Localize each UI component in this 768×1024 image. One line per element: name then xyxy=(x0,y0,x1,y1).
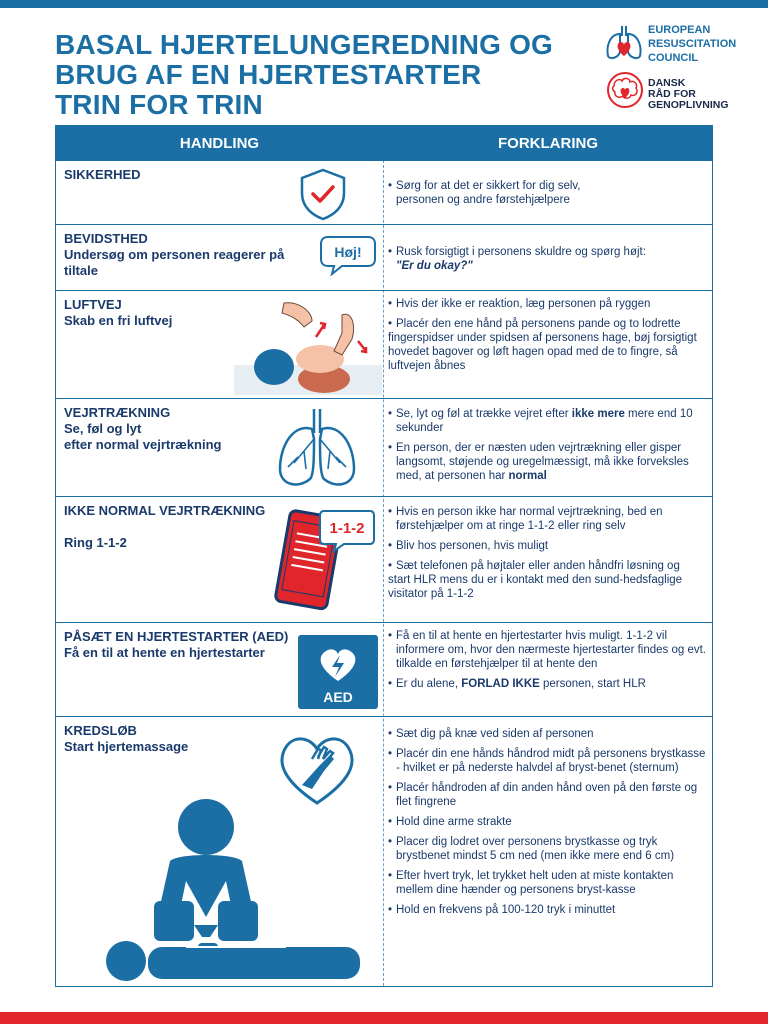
row-head: PÅSÆT EN HJERTESTARTER (AED) xyxy=(64,629,289,644)
erc-line: COUNCIL xyxy=(648,52,699,64)
bullet-text: mere end 10 sekunder xyxy=(396,408,693,434)
erc-line: RESUSCITATION xyxy=(648,38,737,50)
drg-brain-heart-icon xyxy=(604,70,646,110)
bullet-bold-text: FORLAD IKKE xyxy=(461,678,540,690)
bullet-continuation: start HLR mens du er i kontakt med den sund-hedsfaglige visitator på 1-1-2 xyxy=(388,574,683,600)
title-line-1: BASAL HJERTELUNGEREDNING OG xyxy=(55,29,554,60)
bullet-text: personen, start HLR xyxy=(539,678,646,690)
aed-sign-icon xyxy=(298,635,378,709)
row-head: VEJRTRÆKNING xyxy=(64,405,171,420)
drg-line: DANSK xyxy=(648,77,686,89)
bullet-text: Er du alene, xyxy=(396,678,462,690)
bullet: • Hold dine arme strakte xyxy=(388,815,706,829)
bullet: • Sæt dig på knæ ved siden af personen xyxy=(388,727,706,741)
erc-lungs-heart-icon xyxy=(602,20,646,64)
phone-call-icon xyxy=(264,507,376,611)
bullet: • Sæt telefonen på højtaler eller anden håndfri løsning og xyxy=(388,559,706,573)
row-kredsloeb xyxy=(56,716,712,986)
drg-logo xyxy=(600,70,768,112)
row-bevidsthed xyxy=(56,224,712,290)
bullet: • Placér håndroden af din anden hånd oven på den første og flet fingrene xyxy=(388,781,706,809)
bullet: • Hold en frekvens på 100-120 tryk i minuttet xyxy=(388,903,706,917)
bubble-text: Høj! xyxy=(334,244,362,260)
bullet xyxy=(388,677,706,691)
erc-logo xyxy=(600,20,768,66)
bullet: • Placer dig lodret over personens brystkasse og tryk brystbenet mindst 5 cm ned (men ikke mere end 6 cm) xyxy=(388,835,706,863)
erc-logo-text xyxy=(648,23,736,65)
bubble-text: 1-1-2 xyxy=(329,520,365,537)
erc-line: EUROPEAN xyxy=(648,24,711,36)
lungs-icon xyxy=(274,405,360,493)
row-luftvej xyxy=(56,290,712,398)
drg-line: GENOPLIVNING xyxy=(648,99,729,111)
bullet-bold-text: ikke mere xyxy=(571,408,625,420)
row-sub: Start hjertemassage xyxy=(64,739,189,754)
bullet: • Efter hvert tryk, let trykket helt uden at miste kontakten mellem dine hænder og personens bryst-kasse xyxy=(388,869,706,897)
row-sub: Ring 1-1-2 xyxy=(64,535,127,550)
drg-line: RÅD FOR xyxy=(648,88,696,100)
bullet: • Sørg for at det er sikkert for dig selv, xyxy=(388,179,706,193)
title-line-3: TRIN FOR TRIN xyxy=(55,89,263,120)
col-header-forklaring: FORKLARING xyxy=(498,135,598,152)
bullet: • Placér din ene hånds håndrod midt på personens brystkasse - hvilket er på nederste halvdel af bryst-benet (sternum) xyxy=(388,747,706,775)
bullet: • Placér den ene hånd på personens pande og to lodrette xyxy=(388,317,706,331)
bullet: • Få en til at hente en hjertestarter hvis muligt. 1-1-2 vil informere om, hvor den nærmeste hjertestarter findes og evt. tilkalde en førstehjælper til at hente den xyxy=(388,629,706,671)
bullet-continuation: fingerspidser under spidsen af personens hage, bøj forsigtigt hovedet bagover og løft hagen opad med de to fingre, så luftvejen åbnes xyxy=(388,332,697,372)
bullet: • Bliv hos personen, hvis muligt xyxy=(388,539,706,553)
bullet: • Hvis der ikke er reaktion, læg personen på ryggen xyxy=(388,297,706,311)
bullet: • Hvis en person ikke har normal vejrtrækning, bed en førstehjælper om at ringe 1-1-2 eller ring selv xyxy=(388,505,706,533)
head-tilt-chin-lift-illustration xyxy=(234,293,382,397)
bullet xyxy=(388,407,706,435)
bullet-continuation: personen og andre førstehjælpere xyxy=(396,194,570,206)
table-header xyxy=(56,126,712,160)
bullet-bold-text: normal xyxy=(508,470,547,482)
speech-bubble-icon xyxy=(318,233,378,277)
bullet-text: En person, der er næsten uden vejrtrækning eller gisper langsomt, støjende og uregelmæssigt, må ikke forveksles med, at personen har xyxy=(396,442,689,482)
quoted-question: "Er du okay?" xyxy=(396,260,473,272)
row-sub: efter normal vejrtrækning xyxy=(64,437,222,452)
row-head: IKKE NORMAL VEJRTRÆKNING xyxy=(64,503,266,518)
top-accent-bar xyxy=(0,0,768,8)
row-sub: Få en til at hente en hjertestarter xyxy=(64,645,265,660)
row-head: BEVIDSTHED xyxy=(64,231,148,246)
drg-logo-text xyxy=(648,78,729,111)
cpr-compression-illustration xyxy=(86,797,366,983)
shield-check-icon xyxy=(298,167,348,221)
row-sub: Se, føl og lyt xyxy=(64,421,142,436)
row-ikke-normal xyxy=(56,496,712,622)
col-header-handling: HANDLING xyxy=(179,135,260,152)
row-vejrtraekning xyxy=(56,398,712,496)
row-head: KREDSLØB xyxy=(64,723,137,738)
row-sub: Undersøg om personen reagerer på tiltale xyxy=(64,247,285,278)
row-head: SIKKERHED xyxy=(64,167,141,182)
bottom-accent-bar xyxy=(0,1012,768,1024)
row-sikkerhed xyxy=(56,160,712,224)
bullet: • Rusk forsigtigt i personens skuldre og spørg højt: xyxy=(388,245,706,259)
page-title xyxy=(55,30,595,120)
title-line-2: BRUG AF EN HJERTESTARTER xyxy=(55,59,482,90)
bullet xyxy=(388,441,706,483)
row-head: LUFTVEJ xyxy=(64,297,122,312)
row-sub: Skab en fri luftvej xyxy=(64,313,173,328)
steps-table xyxy=(55,125,713,987)
bullet-text: Se, lyt og føl at trække vejret efter xyxy=(396,408,572,420)
row-aed xyxy=(56,622,712,716)
aed-label: AED xyxy=(323,689,353,705)
